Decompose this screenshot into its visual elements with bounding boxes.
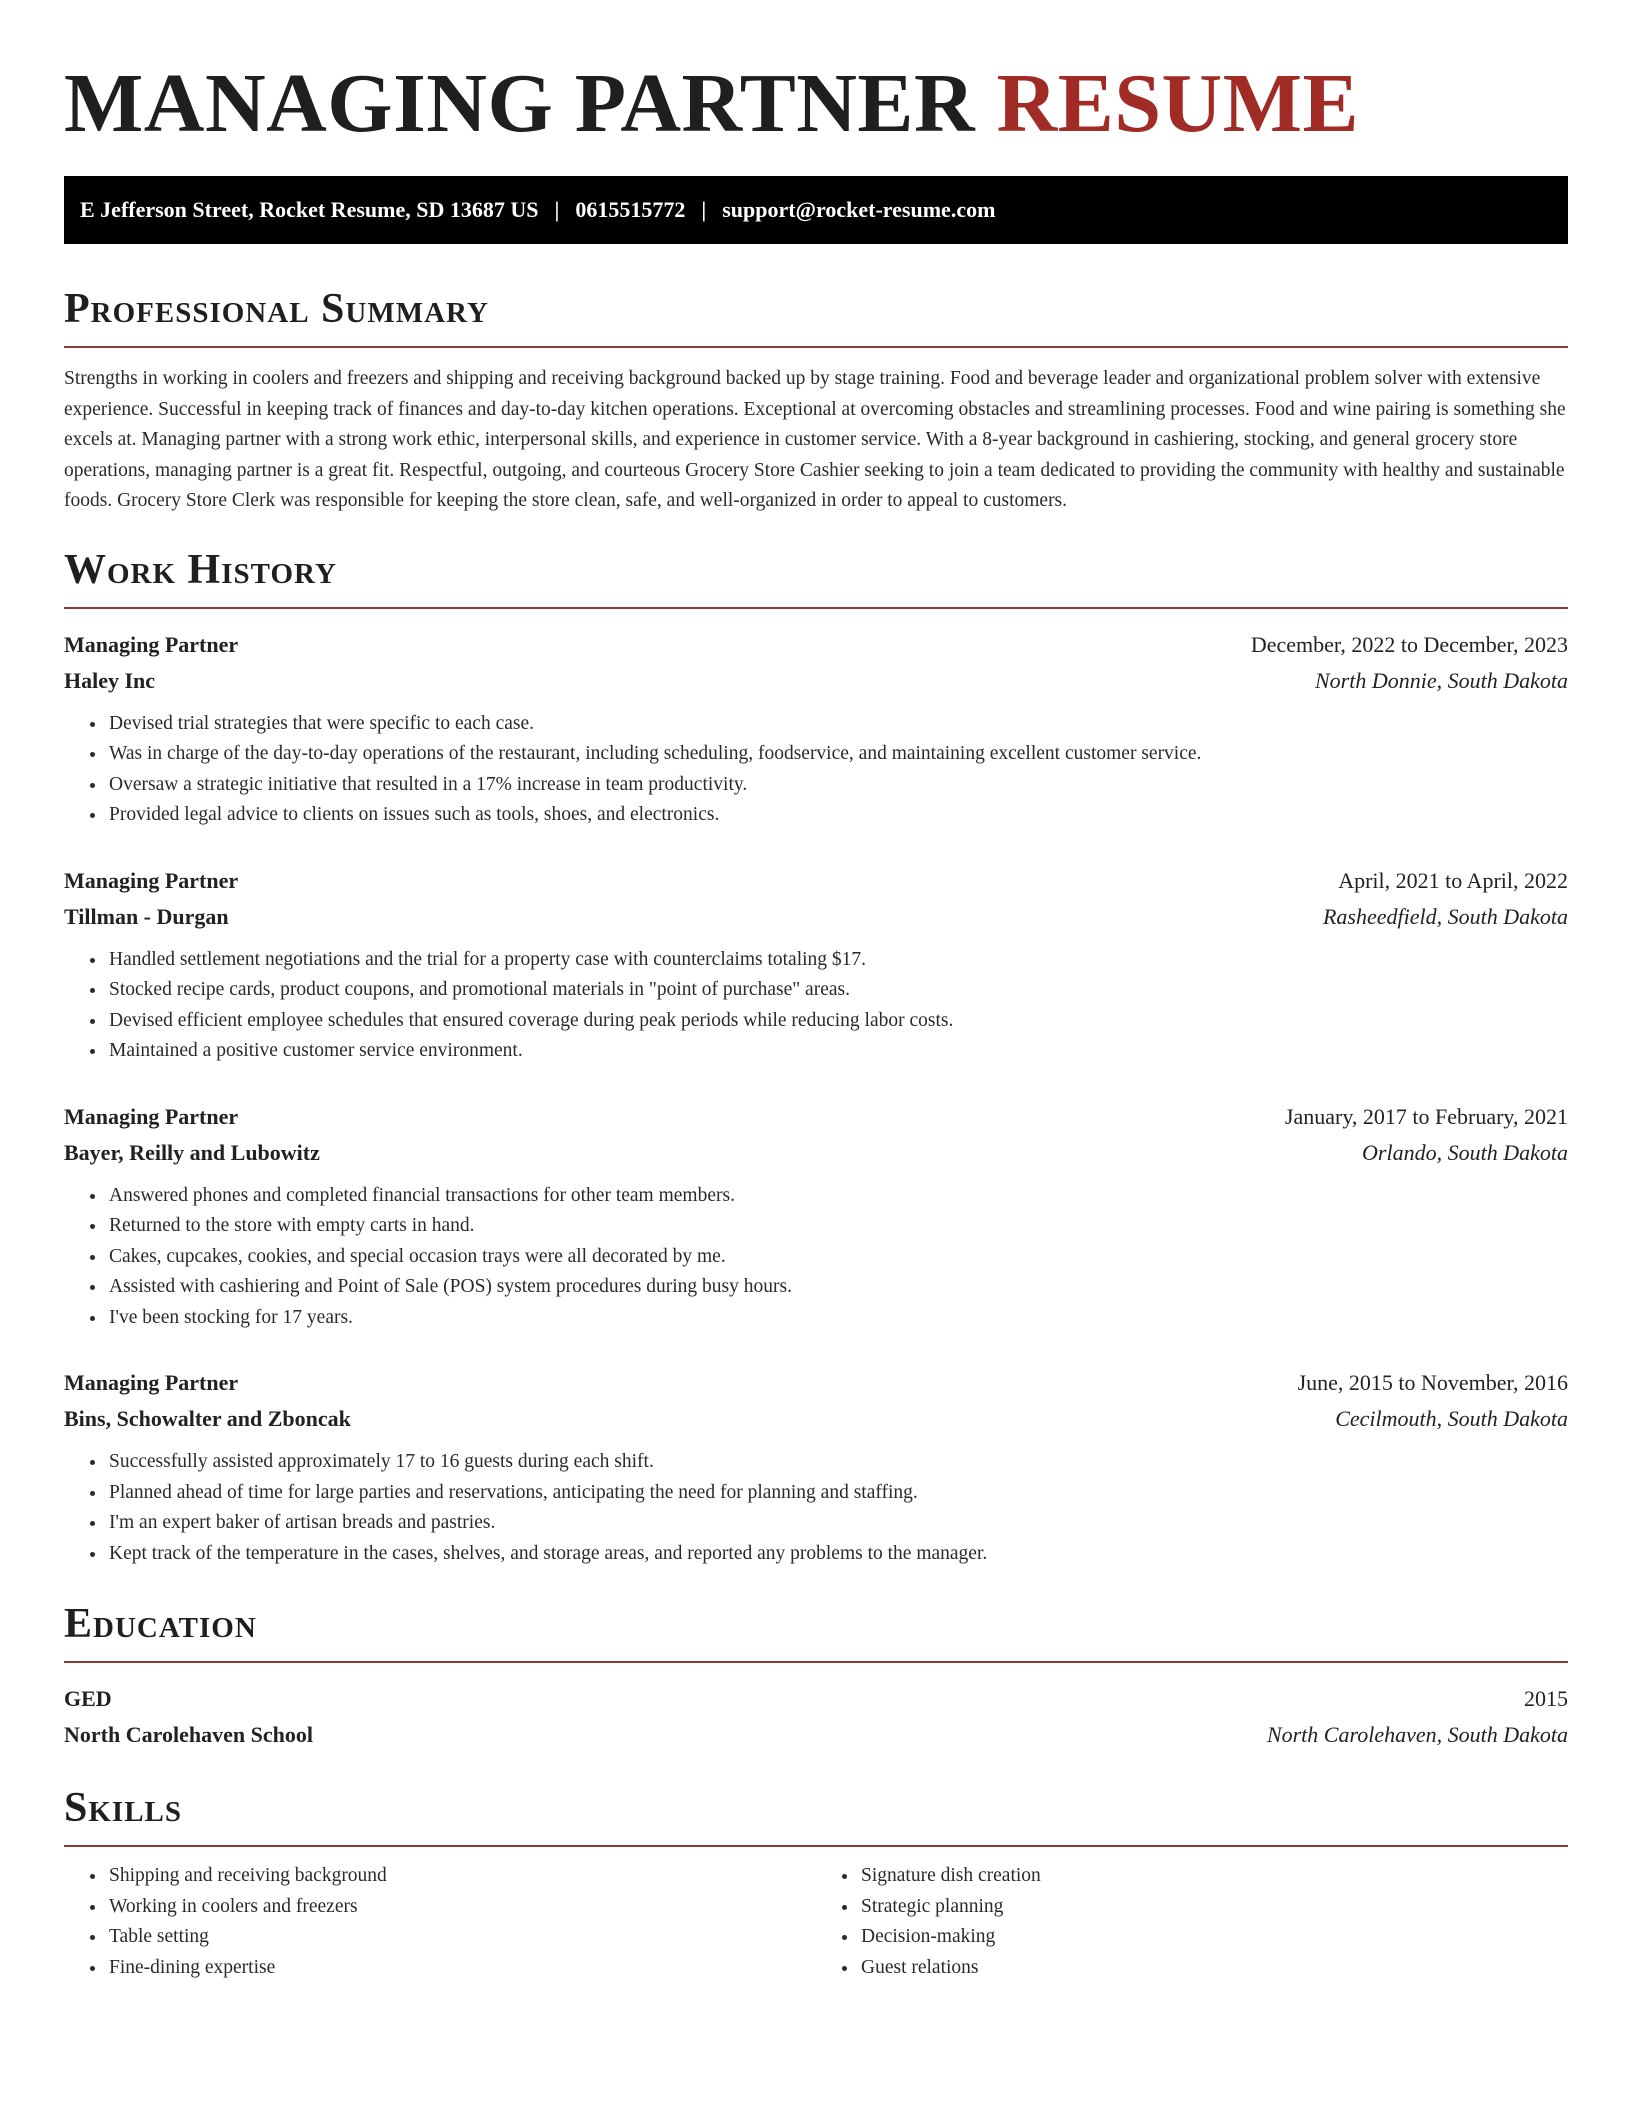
job-company-row: [64, 1135, 1568, 1171]
job-duty: • Maintained a positive customer service environment.: [107, 1036, 1568, 1067]
job-duties-list: [64, 1181, 1568, 1334]
job-location: Orlando, South Dakota: [1362, 1139, 1568, 1165]
skills-list-left: [64, 1861, 816, 1983]
resume-title: [64, 0, 1568, 150]
job-duty: • Devised trial strategies that were specific to each case.: [107, 709, 1568, 740]
job-entry: [64, 1099, 1568, 1334]
education-school: North Carolehaven School: [64, 1722, 313, 1748]
job-title: Managing Partner: [64, 867, 239, 893]
job-company-row: [64, 663, 1568, 699]
job-title: Managing Partner: [64, 631, 239, 657]
job-title: Managing Partner: [64, 1103, 239, 1129]
skill-item: • Working in coolers and freezers: [107, 1892, 816, 1923]
job-dates: December, 2022 to December, 2023: [1250, 631, 1568, 657]
job-company: Tillman - Durgan: [64, 903, 229, 929]
job-title: Managing Partner: [64, 1370, 239, 1396]
contact-email: support@rocket-resume.com: [722, 197, 996, 222]
education-heading: Education: [64, 1599, 1568, 1663]
skill-item: • Guest relations: [859, 1953, 1568, 1984]
skill-item: • Table setting: [107, 1922, 816, 1953]
job-entry: [64, 1365, 1568, 1569]
job-company: Bins, Schowalter and Zboncak: [64, 1406, 351, 1432]
job-duty: • Devised efficient employee schedules that ensured coverage during peak periods while reducing labor costs.: [107, 1006, 1568, 1037]
summary-heading: Professional Summary: [64, 284, 1568, 348]
education-school-row: [64, 1717, 1568, 1753]
job-duty: • I've been stocking for 17 years.: [107, 1303, 1568, 1334]
job-location: North Donnie, South Dakota: [1315, 667, 1568, 693]
contact-bar: [64, 176, 1568, 244]
job-duty: • Handled settlement negotiations and the trial for a property case with counterclaims totaling $17.: [107, 945, 1568, 976]
work-history-heading: Work History: [64, 545, 1568, 609]
job-title-row: [64, 1365, 1568, 1401]
job-dates: April, 2021 to April, 2022: [1338, 867, 1568, 893]
skill-item: • Strategic planning: [859, 1892, 1568, 1923]
job-title-row: [64, 627, 1568, 663]
job-duty: • Cakes, cupcakes, cookies, and special occasion trays were all decorated by me.: [107, 1242, 1568, 1273]
job-location: Cecilmouth, South Dakota: [1335, 1406, 1568, 1432]
job-duty: • Provided legal advice to clients on issues such as tools, shoes, and electronics.: [107, 800, 1568, 831]
skill-item: • Shipping and receiving background: [107, 1861, 816, 1892]
skill-item: • Decision-making: [859, 1922, 1568, 1953]
job-dates: June, 2015 to November, 2016: [1297, 1370, 1568, 1396]
job-entry: [64, 863, 1568, 1067]
job-company-row: [64, 1401, 1568, 1437]
contact-phone: 0615515772: [575, 197, 686, 222]
job-company: Bayer, Reilly and Lubowitz: [64, 1139, 320, 1165]
summary-text: Strengths in working in coolers and freezers and shipping and receiving background backed up by stage training. Food and beverage leader and organizational problem solver with extensive experience. Successful in keeping track of finances and day-to-day kitchen operations. Exceptional at overcoming obstacles and streamlining processes. Food and wine pairing is something she excels at. Managing partner with a strong work ethic, interpersonal skills, and experience in customer service. With a 8-year background in cashiering, stocking, and general grocery store operations, managing partner is a great fit. Respectful, outgoing, and courteous Grocery Store Cashier seeking to join a team dedicated to providing the community with healthy and sustainable foods. Grocery Store Clerk was responsible for keeping the store clean, safe, and well-organized in order to appeal to customers.: [64, 368, 1566, 512]
skills-heading: Skills: [64, 1783, 1568, 1847]
contact-separator: |: [554, 197, 560, 222]
job-duties-list: [64, 1447, 1568, 1569]
education-entry: [64, 1681, 1568, 1753]
job-duties-list: [64, 709, 1568, 831]
job-title-row: [64, 1099, 1568, 1135]
job-duty: • Kept track of the temperature in the cases, shelves, and storage areas, and reported any problems to the manager.: [107, 1539, 1568, 1570]
education-year: 2015: [1524, 1686, 1568, 1712]
education-degree: GED: [64, 1686, 112, 1712]
job-location: Rasheedfield, South Dakota: [1322, 903, 1568, 929]
job-duty: • Was in charge of the day-to-day operations of the restaurant, including scheduling, foodservice, and maintaining excellent customer service.: [107, 739, 1568, 770]
job-duty: • Returned to the store with empty carts in hand.: [107, 1211, 1568, 1242]
job-company: Haley Inc: [64, 667, 156, 693]
skills-grid: [64, 1861, 1568, 1983]
job-duty: • Planned ahead of time for large parties and reservations, anticipating the need for planning and staffing.: [107, 1478, 1568, 1509]
job-duty: • Answered phones and completed financial transactions for other team members.: [107, 1181, 1568, 1212]
education-degree-row: [64, 1681, 1568, 1717]
skill-item: • Signature dish creation: [859, 1861, 1568, 1892]
job-company-row: [64, 899, 1568, 935]
job-duties-list: [64, 945, 1568, 1067]
job-title-row: [64, 863, 1568, 899]
job-duty: • Successfully assisted approximately 17 to 16 guests during each shift.: [107, 1447, 1568, 1478]
job-duty: • I'm an expert baker of artisan breads and pastries.: [107, 1508, 1568, 1539]
job-entry: [64, 627, 1568, 831]
title-main: MANAGING PARTNER: [64, 57, 976, 150]
education-location: North Carolehaven, South Dakota: [1266, 1722, 1568, 1748]
skills-list-right: [816, 1861, 1568, 1983]
contact-separator: |: [701, 197, 707, 222]
job-duty: • Oversaw a strategic initiative that resulted in a 17% increase in team productivity.: [107, 770, 1568, 801]
contact-address: E Jefferson Street, Rocket Resume, SD 13687 US: [80, 197, 539, 222]
job-duty: • Assisted with cashiering and Point of Sale (POS) system procedures during busy hours.: [107, 1272, 1568, 1303]
job-duty: • Stocked recipe cards, product coupons, and promotional materials in "point of purchase" areas.: [107, 975, 1568, 1006]
skill-item: • Fine-dining expertise: [107, 1953, 816, 1984]
job-dates: January, 2017 to February, 2021: [1284, 1103, 1568, 1129]
title-accent: RESUME: [996, 57, 1360, 150]
